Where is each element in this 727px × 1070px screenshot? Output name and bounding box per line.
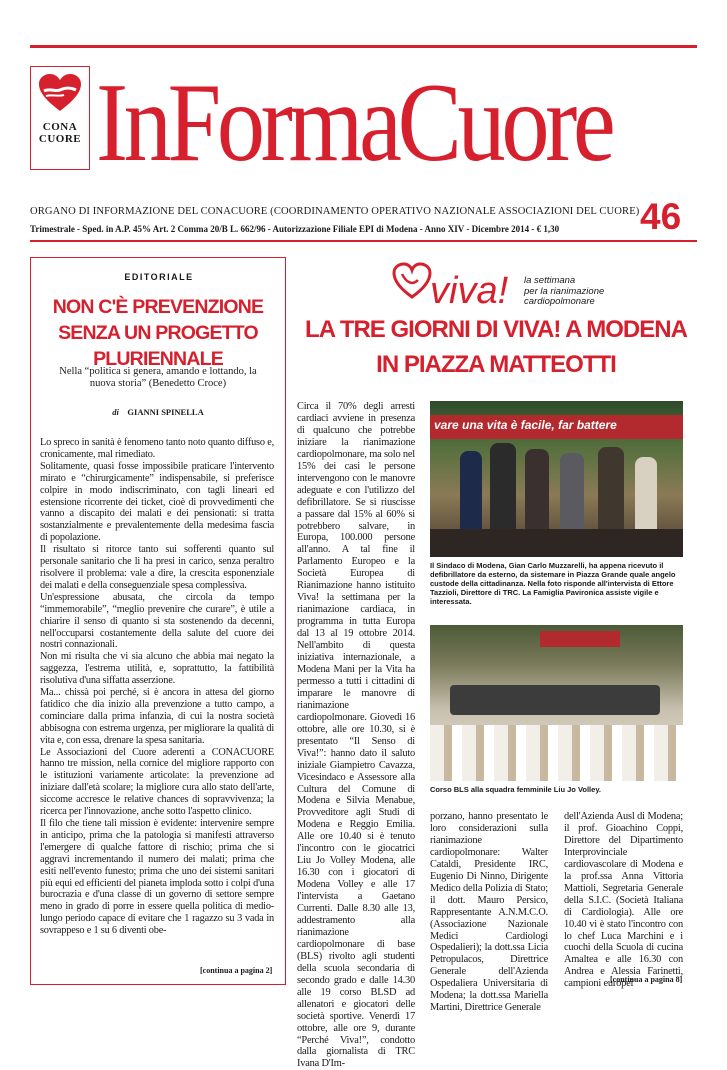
person-figure <box>560 453 584 533</box>
viva-tagline-line: cardiopolmonare <box>524 296 595 307</box>
photo-bls-course <box>430 625 683 781</box>
header-rule <box>30 240 697 242</box>
editorial-paragraph: Le Associazioni del Cuore aderenti a CONACUORE hanno tre mission, nella cornice del migliore rapporto con le istituzioni variamente articolate: la prevenzione ad iniziare dall'età scolare; la migliore cura allo stato dell'arte, siccome accresce le relative chances di sopravvivenza; la ricerca per l'innovazione, anche sotto l'aspetto clinico. <box>40 746 274 818</box>
editorial-quote: Nella “politica si genera, amando e lottando, la nuova storia” (Benedetto Croce) <box>59 366 257 389</box>
editorial-paragraph: Ma... chissà poi perché, si è ancora in attesa del giorno fatidico che dia inizio alla prevenzione a tutto campo, a cominciare dalla prima infanzia, di cui la nostra società abbisogna con estrema urgenza, per migliorare la qualità di vita e, con essa, drenare la spesa sanitaria. <box>40 687 274 746</box>
editorial-paragraph: Il filo che tiene tali mission è evidente: intervenire sempre in anticipo, prima che la patologia si manifesti attraverso l'emergere di qualche fattore di rischio; prima che si aggravi incrementando il numero dei malati; prima che esiti nell'evento funesto; prima che uno dei sistemi sanitari più equi ed efficienti del pianeta imploda sotto i colpi d'una burocrazia e d'una classe di un governo di settore sempre meno in grado di porre in essere quella politica di medio-lungo periodo capace di evitare che 1 ragazzo su 3 vada in sovrappeso e 1 su 6 diventi obe- <box>40 818 274 937</box>
editorial-paragraph: Il risultato si ritorce tanto sui sofferenti quanto sul personale sanitario che li ha presi in carico, senza peraltro risolvere il problema: vale a dire, la crescita esponenziale dei malati e della conseguenziale spesa complessiva. <box>40 544 274 591</box>
person-figure <box>525 449 549 534</box>
article-title <box>296 312 696 382</box>
person-figure <box>460 451 482 531</box>
photo-banner-stripe <box>540 631 620 647</box>
photo-banner-text: vare una vita è facile, far battere <box>434 418 617 432</box>
person-figure <box>598 447 624 535</box>
editorial-label: EDITORIALE <box>124 272 194 282</box>
article-continued: [continua a pagina 8] <box>610 975 683 984</box>
article-column-2: porzano, hanno presentato le loro considerazioni sulla rianimazione cardiopolmonare: Walter Cataldi, Presidente IRC, Eugenio Di Ninno, Dirigente Medico della Polizia di Stato; il dott. Mauro Persico, Rappresentante A.N.M.C.O. (Associazione Nazionale Medici Cardiologi Ospedalieri); la dott.ssa Licia Petropulacos, Direttrice Generale dell'Azienda Ospedaliera Universitaria di Modena; la dott.ssa Mariella Martini, Direttrice Generale <box>430 811 548 1014</box>
viva-logo-text: viva! <box>430 270 509 312</box>
crowd-area <box>430 725 683 781</box>
issue-number: 46 <box>640 196 682 237</box>
editorial-body <box>40 437 274 937</box>
photo-caption-1: Il Sindaco di Modena, Gian Carlo Muzzarelli, ha appena ricevuto il defibrillatore da esterno, da sistemare in Piazza Grande quale angelo custode della cittadinanza. Nella foto risponde all'intervista di Ettore Tazzioli, Direttore di TRC. La Famiglia Pavironica assiste vigile e interessata. <box>430 561 676 606</box>
editorial-paragraph: Solitamente, quasi fosse impossibile praticare l'intervento mirato e “chirurgicamente” indispensabile, si preferisce colpire in modo indiscriminato, con tagli lineari ed estensione ricorrente dei ticket, cioè di provvedimenti che vanno a discapito dei malati e dei pensionati: si tratta sostanzialmente e prevalentemente della medesima fascia di popolazione. <box>40 460 274 544</box>
article-column-3: dell'Azienda Ausl di Modena; il prof. Gioachino Coppi, Direttore del Dipartimento Interprovinciale cardiovascolare di Modena e la prof.ssa Anna Vittoria Mattioli, Segretaria Generale della S.I.C. (Società Italiana di Cardiologia). Alle ore 10.40 vi è stato l'incontro con lo chef Luca Marchini e i cuochi della Scuola di cucina Amaltea e alle 16.30 con Andrea e Alessia Farinetti, campioni europei <box>564 811 683 990</box>
viva-heart-icon <box>392 262 432 300</box>
viva-tagline-line: la settimana <box>524 275 576 286</box>
training-mats <box>450 685 660 715</box>
photo-mayor-defibrillator <box>430 401 683 557</box>
heart-hands-icon <box>38 73 82 113</box>
top-rule <box>30 45 697 48</box>
editorial-title-line1: NON C'È PREVENZIONE <box>52 296 264 318</box>
article-title-line2: IN PIAZZA MATTEOTTI <box>376 351 616 378</box>
article-column-1: Circa il 70% degli arresti cardiaci avviene in presenza di qualcuno che potrebbe iniziare la rianimazione cardiopolmonare, ma solo nel 15% dei casi le persone intervengono con le manovre adeguate e con l'utilizzo del defibrillatore. Se si riuscisse a passare dal 15% al 60% si potrebbero salvare, in Europa, 100.000 persone all'anno. A tal fine il Parlamento Europeo e la Società Europea di Rianimazione hanno istituito Viva! la settimana per la rianimazione cardiaca, in programma in tutta Europa dal 13 al 19 ottobre 2014. Nell'ambito di questa iniziativa internazionale, a Modena Mani per la Vita ha permesso a tutti i cittadini di imparare le manovre di rianimazione cardiopolmonare. Giovedì 16 ottobre, alle ore 10.30, si è presentato “Il Senso di Viva!”: hanno dato il saluto iniziale Giampietro Cavazza, Vicesindaco e Assessore alla Cultura del Comune di Modena e Silvia Menabue, Provveditore agli Studi di Modena e Reggio Emilia. Alle ore 10.40 si è tenuto l'incontro con le giocatrici Liu Jo Volley Modena, alle 16.30 con i giocatori di Modena Volley e alle 17 l'intervista a Gaetano Currenti. Dalle 8.30 alle 13, addestramento alla rianimazione cardiopolmonare di base (BLS) rivolto agli studenti della scuola secondaria di secondo grado e dalle 14.30 alle 19 corso BLSD ad allenatori e giocatori delle società sportive. Venerdì 17 ottobre, alle ore 9, durante “Perché Viva!”, condotto dalla giornalista di TRC Ivana D'Im- <box>297 401 415 1070</box>
editorial-byline <box>30 407 286 417</box>
editorial-paragraph: Non mi risulta che vi sia alcuno che abbia mai negato la saggezza, l'estrema utilità, e, soprattutto, la fattibilità risolutiva d'una siffatta asserzione. <box>40 651 274 687</box>
conacuore-logo <box>30 66 90 170</box>
author-name: GIANNI SPINELLA <box>127 407 204 417</box>
logo-text: CONA CUORE <box>38 121 82 145</box>
masthead-subtitle: ORGANO DI INFORMAZIONE DEL CONACUORE (COORDINAMENTO OPERATIVO NAZIONALE ASSOCIAZIONI DEL CUORE) <box>30 206 640 217</box>
photo-caption-2: Corso BLS alla squadra femminile Liu Jo Volley. <box>430 785 602 794</box>
photo-foreground <box>430 529 683 557</box>
editorial-title-line2: SENZA UN PROGETTO PLURIENNALE <box>58 322 258 370</box>
person-figure <box>490 443 516 533</box>
editorial-paragraph: Lo spreco in sanità è fenomeno tanto noto quanto diffuso e, cronicamente, mal rimediato. <box>40 437 274 460</box>
article-title-line1: LA TRE GIORNI DI VIVA! A MODENA <box>305 316 687 343</box>
editorial-paragraph: Un'espressione abusata, che circola da tempo “immemorabile”, “meglio prevenire che curare”, è utile a chiarire il senso di quanto si sta sostenendo da decenni, nell'occuparsi costantemente della salute del cuore dei nostri connazionali. <box>40 591 274 651</box>
person-figure <box>635 457 657 535</box>
viva-tagline-line: per la rianimazione <box>524 285 605 297</box>
editorial-continued: [continua a pagina 2] <box>200 966 273 975</box>
viva-tagline <box>524 276 604 308</box>
editorial-title <box>30 294 286 372</box>
byline-prefix: di <box>112 407 119 417</box>
masthead-title: InFormaCuore <box>96 61 612 185</box>
publication-info: Trimestrale - Sped. in A.P. 45% Art. 2 Comma 20/B L. 662/96 - Autorizzazione Filiale EPI di Modena - Anno XIV - Dicembre 2014 - € 1,30 <box>30 224 560 234</box>
